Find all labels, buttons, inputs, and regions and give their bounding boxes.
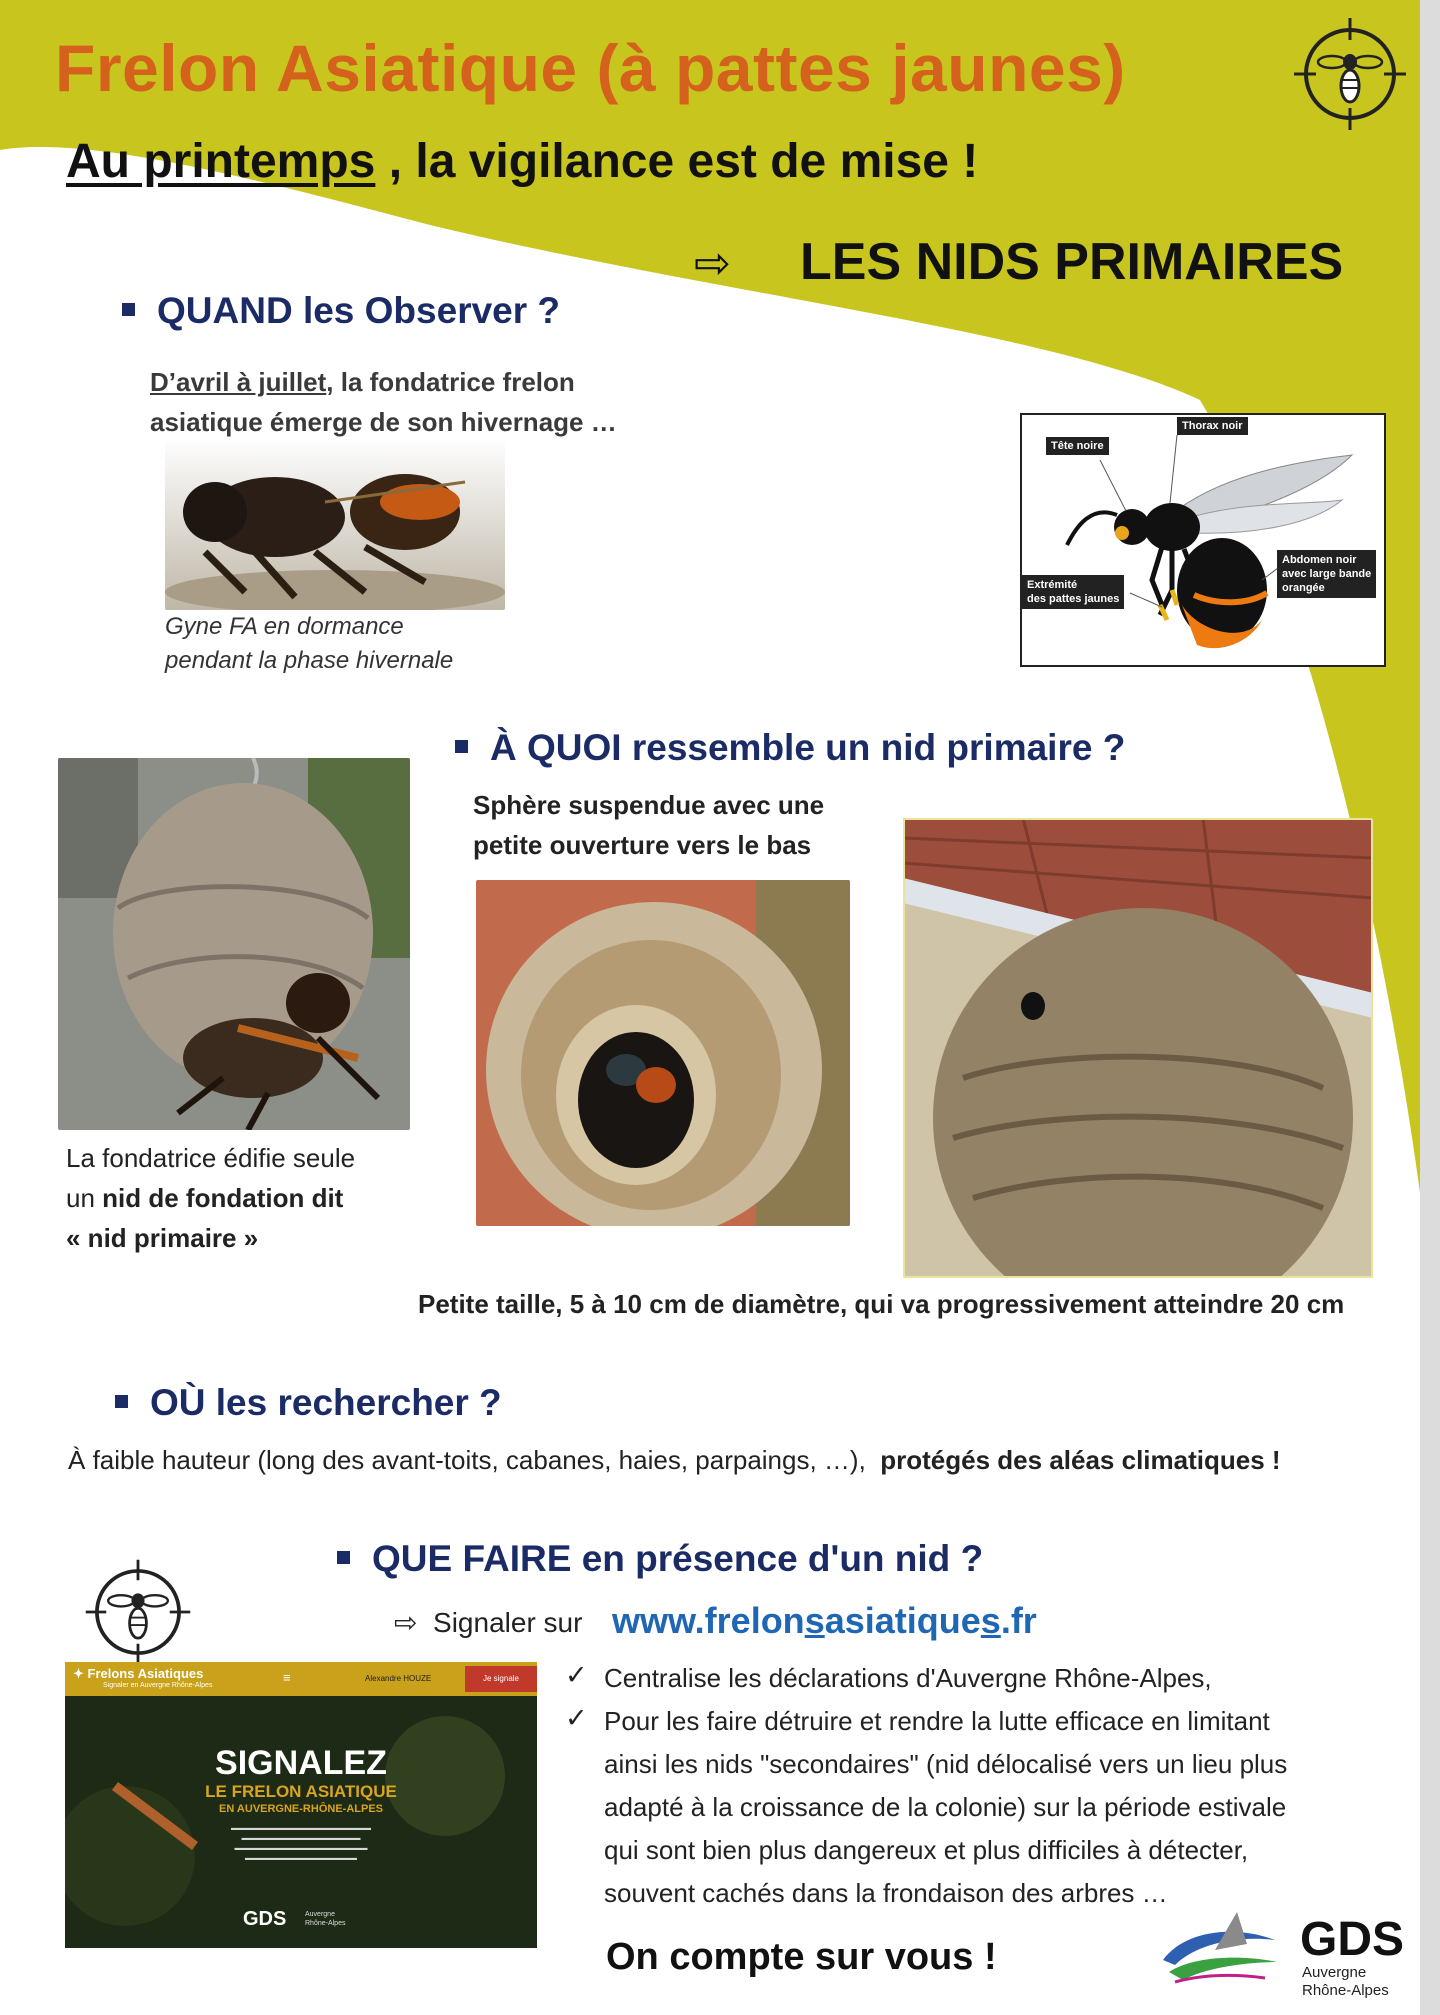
- bullet-icon: [455, 740, 468, 753]
- caption-dormant-line2: pendant la phase hivernale: [165, 647, 454, 674]
- caption-dormant-line1: Gyne FA en dormance: [165, 613, 404, 640]
- gds-swoosh-logo: [1155, 1910, 1283, 1990]
- quand-intro-line2: asiatique émerge de son hivernage …: [150, 407, 617, 437]
- ou-text: [68, 1440, 1281, 1480]
- arrow-icon: ⇨: [694, 239, 731, 288]
- list-item-line: Pour les faire détruire et rendre la lutte efficace en limitant: [604, 1706, 1270, 1736]
- signal-row: [394, 1606, 582, 1639]
- aquoi-desc-line1: Sphère suspendue avec une: [473, 790, 825, 820]
- list-item-line: qui sont bien plus dangereux et plus difficiles à détecter,: [604, 1835, 1249, 1865]
- url-part: s: [980, 1600, 1001, 1641]
- website-fine-print: ▬▬▬▬▬▬▬▬▬▬▬▬▬▬▬▬▬▬▬▬ ▬▬▬▬▬▬▬▬▬▬▬▬▬▬▬▬▬ ▬▬▬▬▬▬▬▬▬▬▬▬▬▬▬▬▬▬▬ ▬▬▬▬▬▬▬▬▬▬▬▬▬▬▬▬: [231, 1825, 371, 1862]
- website-hero-image: [65, 1696, 537, 1948]
- label-legs-line2: des pattes jaunes: [1027, 593, 1120, 605]
- photo-dormant-hornet: [165, 442, 505, 610]
- bullet-icon: [122, 303, 135, 316]
- website-big-title: SIGNALEZ: [215, 1744, 387, 1782]
- heading-quand-text: QUAND les Observer ?: [157, 290, 561, 331]
- label-legs-line1: Extrémité: [1027, 579, 1078, 591]
- website-user: Alexandre HOUZE: [365, 1674, 432, 1683]
- founding-line1: La fondatrice édifie seule: [66, 1143, 356, 1173]
- website-gds-logo: GDS: [243, 1908, 287, 1930]
- quand-intro: [150, 362, 617, 442]
- heading-quand: [122, 290, 560, 332]
- poster-subtitle: [66, 134, 978, 189]
- bullet-icon: [115, 1395, 128, 1408]
- website-brand-text: Frelons Asiatiques: [87, 1666, 204, 1681]
- list-item-line: ainsi les nids "secondaires" (nid délocalisé vers un lieu plus: [604, 1749, 1288, 1779]
- founding-line2-plain: un: [66, 1183, 103, 1213]
- website-signal-button: Je signale: [465, 1666, 537, 1692]
- nids-title: LES NIDS PRIMAIRES: [800, 233, 1344, 291]
- photo-large-nest: [903, 818, 1373, 1278]
- photo-sphere-nest: [476, 880, 850, 1226]
- ou-text-plain: À faible hauteur (long des avant-toits, cabanes, haies, parpaings, …),: [68, 1445, 866, 1475]
- menu-icon: ≡: [283, 1670, 291, 1685]
- heading-quefaire: [337, 1538, 983, 1580]
- size-note: Petite taille, 5 à 10 cm de diamètre, qui va progressivement atteindre 20 cm: [418, 1289, 1345, 1319]
- list-item: Centralise les déclarations d'Auvergne Rhône-Alpes,: [604, 1663, 1212, 1693]
- website-link[interactable]: [612, 1600, 1037, 1642]
- url-part: .fr: [1000, 1600, 1037, 1641]
- check-icon: ✓: [565, 1703, 588, 1733]
- gds-logo-line2: Rhône-Alpes: [1302, 1982, 1389, 1999]
- aquoi-desc-line2: petite ouverture vers le bas: [473, 830, 812, 860]
- website-gds-sub2: Rhône-Alpes: [305, 1920, 346, 1927]
- aquoi-description: [473, 785, 824, 865]
- caption-dormant: [165, 610, 453, 678]
- label-abdomen-line1: Abdomen noir: [1282, 554, 1357, 566]
- heading-aquoi: [455, 727, 1125, 769]
- label-abdomen: [1277, 550, 1376, 598]
- quand-period: D’avril à juillet: [150, 367, 327, 397]
- hornet-anatomy-diagram: [1020, 413, 1386, 667]
- gds-logo-line1: Auvergne: [1302, 1964, 1367, 1981]
- url-part: s: [804, 1600, 825, 1641]
- gds-logo-sub: [1302, 1964, 1389, 2000]
- label-abdomen-line3: orangée: [1282, 582, 1325, 594]
- hornet-target-logo: [1290, 14, 1410, 134]
- poster-title: Frelon Asiatique (à pattes jaunes): [55, 31, 1126, 105]
- list-item-line: souvent cachés dans la frondaison des arbres …: [604, 1878, 1168, 1908]
- label-legs: [1022, 575, 1124, 609]
- website-preview: [65, 1662, 537, 1948]
- website-brand: ✦ Frelons Asiatiques: [73, 1666, 204, 1681]
- founding-line3: « nid primaire »: [66, 1223, 259, 1253]
- quand-intro-rest: , la fondatrice frelon: [326, 367, 575, 397]
- website-brand-sub: Signaler en Auvergne Rhône-Alpes: [103, 1682, 213, 1689]
- signal-arrow-icon: ⇨: [394, 1607, 418, 1638]
- list-item-line: adapté à la croissance de la colonie) sur la période estivale: [604, 1792, 1287, 1822]
- heading-aquoi-text: À QUOI ressemble un nid primaire ?: [490, 727, 1126, 768]
- founding-text: [66, 1138, 355, 1258]
- heading-quefaire-text: QUE FAIRE en présence d'un nid ?: [372, 1538, 984, 1579]
- gds-logo-text: GDS: [1300, 1913, 1405, 1966]
- label-thorax: Thorax noir: [1177, 417, 1248, 435]
- website-gds-sub1: Auvergne: [305, 1911, 335, 1918]
- subtitle-emphasis: Au printemps: [66, 135, 376, 188]
- closing-line: On compte sur vous !: [606, 1936, 997, 1978]
- bullet-icon: [337, 1551, 350, 1564]
- founding-line2-bold: nid de fondation dit: [102, 1183, 344, 1213]
- photo-founding-nest: [58, 758, 410, 1130]
- heading-ou: [115, 1382, 502, 1424]
- label-head: Tête noire: [1046, 437, 1109, 455]
- website-gds-sub: [305, 1910, 345, 1928]
- signal-label: Signaler sur: [433, 1607, 583, 1638]
- list-item: [604, 1700, 1287, 1915]
- url-part: www.frelon: [612, 1600, 805, 1641]
- label-abdomen-line2: avec large bande: [1282, 568, 1372, 580]
- subtitle-rest: , la vigilance est de mise !: [375, 135, 979, 188]
- check-icon: ✓: [565, 1660, 588, 1690]
- heading-ou-text: OÙ les rechercher ?: [150, 1382, 502, 1423]
- ou-text-bold: protégés des aléas climatiques !: [880, 1445, 1281, 1475]
- website-big-sub1: LE FRELON ASIATIQUE: [205, 1782, 397, 1801]
- url-part: asiatique: [824, 1600, 981, 1641]
- website-big-sub2: EN AUVERGNE-RHÔNE-ALPES: [219, 1803, 383, 1815]
- hornet-target-logo: [82, 1556, 194, 1668]
